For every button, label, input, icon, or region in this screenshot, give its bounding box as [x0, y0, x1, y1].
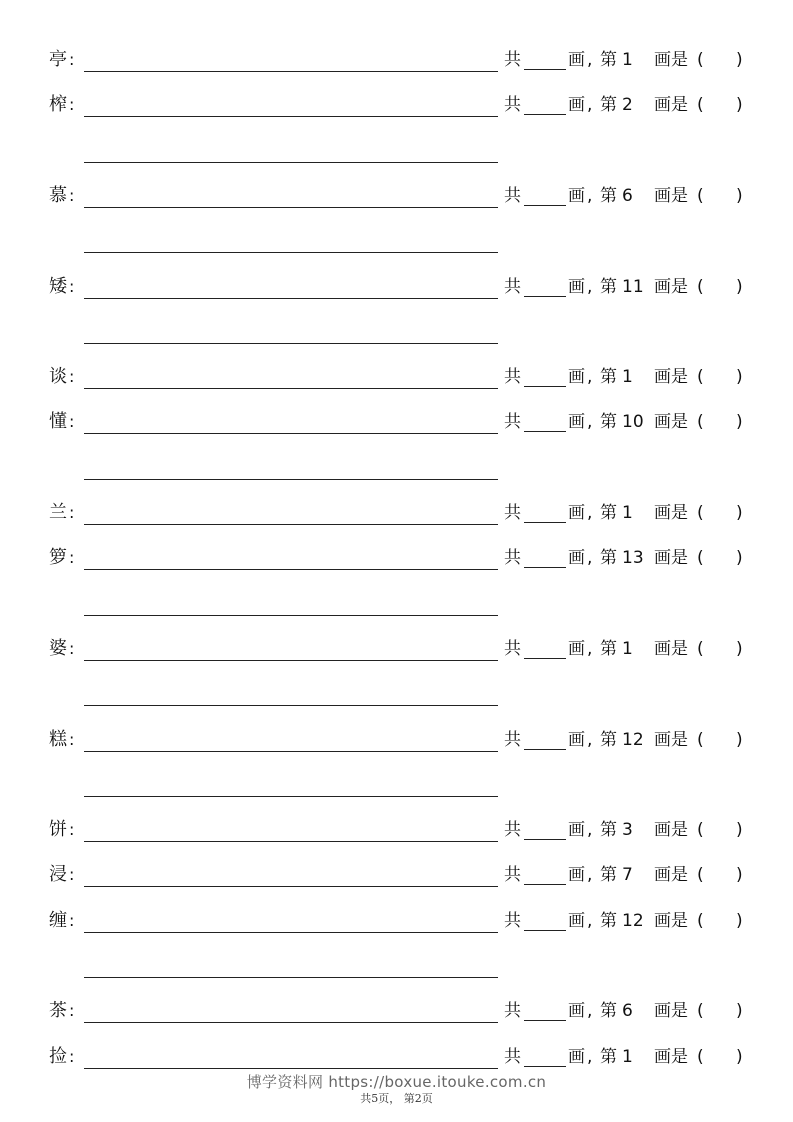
stroke-unit-label: 画	[568, 412, 585, 433]
continuation-answer-line[interactable]	[84, 479, 498, 480]
colon: :	[69, 1001, 75, 1021]
colon: :	[69, 50, 75, 69]
right-paren: )	[736, 503, 743, 523]
right-paren: )	[736, 1046, 743, 1067]
page-number: 共5页， 第2页	[360, 1092, 433, 1105]
character-label: 懂	[49, 411, 67, 433]
stroke-count-blank[interactable]	[524, 567, 566, 568]
stroke-number: 11	[622, 276, 644, 297]
colon: :	[69, 185, 75, 205]
left-paren: (	[697, 95, 704, 116]
stroke-number: 10	[622, 412, 644, 433]
stroke-unit-label: 画	[568, 50, 585, 70]
right-paren: )	[736, 910, 743, 931]
left-paren: (	[697, 910, 704, 931]
left-paren: (	[697, 1001, 704, 1022]
character-label: 兰	[49, 502, 67, 523]
right-paren: )	[736, 95, 743, 116]
colon: :	[69, 865, 75, 885]
total-label: 共	[504, 50, 521, 70]
left-paren: (	[697, 865, 704, 886]
comma: ,	[587, 1001, 593, 1022]
comma: ,	[587, 548, 593, 569]
stroke-order-answer-line[interactable]	[84, 569, 498, 570]
colon: :	[69, 910, 75, 930]
total-label: 共	[504, 548, 521, 569]
stroke-number: 1	[622, 1046, 633, 1067]
ordinal-label: 第	[600, 185, 617, 206]
ordinal-label: 第	[600, 548, 617, 569]
right-paren: )	[736, 367, 743, 388]
left-paren: (	[697, 1046, 704, 1067]
comma: ,	[587, 820, 593, 841]
ordinal-label: 第	[600, 820, 617, 841]
character-label: 婆	[49, 637, 67, 659]
stroke-number: 6	[622, 185, 633, 206]
ordinal-label: 第	[600, 503, 617, 523]
right-paren: )	[736, 412, 743, 433]
total-label: 共	[504, 367, 521, 388]
right-paren: )	[736, 50, 743, 70]
worksheet-row	[0, 538, 793, 578]
continuation-answer-line[interactable]	[84, 615, 498, 616]
stroke-is-label: 画是	[654, 729, 688, 750]
character-label: 捡	[49, 1045, 67, 1067]
worksheet-row	[0, 40, 793, 80]
colon: :	[69, 367, 75, 387]
total-label: 共	[504, 1046, 521, 1067]
ordinal-label: 第	[600, 1001, 617, 1022]
stroke-unit-label: 画	[568, 910, 585, 931]
comma: ,	[587, 412, 593, 433]
comma: ,	[587, 910, 593, 931]
stroke-count-blank[interactable]	[524, 658, 566, 659]
left-paren: (	[697, 412, 704, 433]
stroke-order-answer-line[interactable]	[84, 388, 498, 389]
worksheet-row	[0, 991, 793, 1031]
right-paren: )	[736, 820, 743, 841]
right-paren: )	[736, 729, 743, 750]
continuation-answer-line[interactable]	[84, 977, 498, 978]
comma: ,	[587, 865, 593, 886]
comma: ,	[587, 638, 593, 659]
left-paren: (	[697, 185, 704, 206]
stroke-order-answer-line[interactable]	[84, 841, 498, 842]
left-paren: (	[697, 638, 704, 659]
stroke-unit-label: 画	[568, 1046, 585, 1067]
total-label: 共	[504, 185, 521, 206]
comma: ,	[587, 729, 593, 750]
stroke-order-answer-line[interactable]	[84, 524, 498, 525]
stroke-number: 12	[622, 910, 644, 931]
stroke-count-blank[interactable]	[524, 386, 566, 387]
left-paren: (	[697, 367, 704, 388]
stroke-is-label: 画是	[654, 548, 688, 569]
stroke-count-blank[interactable]	[524, 522, 566, 523]
worksheet-row	[0, 855, 793, 895]
continuation-answer-line[interactable]	[84, 343, 498, 344]
stroke-count-blank[interactable]	[524, 884, 566, 885]
stroke-order-answer-line[interactable]	[84, 116, 498, 117]
right-paren: )	[736, 276, 743, 297]
stroke-is-label: 画是	[654, 95, 688, 116]
stroke-count-blank[interactable]	[524, 296, 566, 297]
stroke-unit-label: 画	[568, 95, 585, 116]
stroke-unit-label: 画	[568, 1001, 585, 1022]
ordinal-label: 第	[600, 412, 617, 433]
total-label: 共	[504, 638, 521, 659]
stroke-count-blank[interactable]	[524, 839, 566, 840]
stroke-is-label: 画是	[654, 185, 688, 206]
right-paren: )	[736, 185, 743, 206]
ordinal-label: 第	[600, 729, 617, 750]
left-paren: (	[697, 820, 704, 841]
stroke-number: 1	[622, 503, 633, 523]
stroke-unit-label: 画	[568, 548, 585, 569]
continuation-answer-line[interactable]	[84, 796, 498, 797]
stroke-is-label: 画是	[654, 50, 688, 70]
colon: :	[69, 729, 75, 749]
stroke-order-answer-line[interactable]	[84, 1022, 498, 1023]
worksheet-row	[0, 901, 793, 941]
worksheet-row	[0, 357, 793, 397]
comma: ,	[587, 1046, 593, 1067]
total-label: 共	[504, 503, 521, 523]
stroke-count-blank[interactable]	[524, 930, 566, 931]
stroke-number: 12	[622, 729, 644, 750]
left-paren: (	[697, 548, 704, 569]
ordinal-label: 第	[600, 910, 617, 931]
colon: :	[69, 548, 75, 568]
total-label: 共	[504, 412, 521, 433]
stroke-number: 2	[622, 95, 633, 116]
worksheet-row	[0, 85, 793, 125]
stroke-is-label: 画是	[654, 820, 688, 841]
character-label: 饼	[49, 819, 67, 841]
colon: :	[69, 1046, 75, 1066]
stroke-unit-label: 画	[568, 276, 585, 297]
stroke-order-answer-line[interactable]	[84, 433, 498, 434]
colon: :	[69, 276, 75, 296]
ordinal-label: 第	[600, 638, 617, 659]
comma: ,	[587, 50, 593, 70]
character-label: 榨	[49, 94, 67, 116]
stroke-is-label: 画是	[654, 865, 688, 886]
worksheet-row	[0, 629, 793, 669]
comma: ,	[587, 185, 593, 206]
stroke-unit-label: 画	[568, 367, 585, 388]
stroke-count-blank[interactable]	[524, 431, 566, 432]
stroke-unit-label: 画	[568, 503, 585, 523]
stroke-is-label: 画是	[654, 1046, 688, 1067]
character-label: 谈	[49, 366, 67, 388]
continuation-answer-line[interactable]	[84, 252, 498, 253]
ordinal-label: 第	[600, 1046, 617, 1067]
stroke-order-answer-line[interactable]	[84, 751, 498, 752]
character-label: 亭	[49, 49, 67, 70]
total-label: 共	[504, 865, 521, 886]
continuation-answer-line[interactable]	[84, 162, 498, 163]
left-paren: (	[697, 50, 704, 70]
stroke-order-answer-line[interactable]	[84, 660, 498, 661]
ordinal-label: 第	[600, 276, 617, 297]
comma: ,	[587, 95, 593, 116]
colon: :	[69, 412, 75, 432]
stroke-order-answer-line[interactable]	[84, 886, 498, 887]
total-label: 共	[504, 1001, 521, 1022]
comma: ,	[587, 276, 593, 297]
comma: ,	[587, 367, 593, 388]
worksheet-row	[0, 402, 793, 442]
stroke-unit-label: 画	[568, 865, 585, 886]
stroke-count-blank[interactable]	[524, 205, 566, 206]
stroke-count-blank[interactable]	[524, 1020, 566, 1021]
stroke-is-label: 画是	[654, 638, 688, 659]
total-label: 共	[504, 820, 521, 841]
stroke-number: 1	[622, 50, 633, 70]
right-paren: )	[736, 638, 743, 659]
stroke-number: 1	[622, 367, 633, 388]
stroke-number: 13	[622, 548, 644, 569]
worksheet-row	[0, 176, 793, 216]
stroke-order-answer-line[interactable]	[84, 298, 498, 299]
stroke-unit-label: 画	[568, 638, 585, 659]
stroke-number: 1	[622, 638, 633, 659]
total-label: 共	[504, 910, 521, 931]
stroke-is-label: 画是	[654, 412, 688, 433]
stroke-count-blank[interactable]	[524, 749, 566, 750]
stroke-is-label: 画是	[654, 503, 688, 523]
right-paren: )	[736, 865, 743, 886]
stroke-number: 6	[622, 1001, 633, 1022]
character-label: 箩	[49, 547, 67, 569]
continuation-answer-line[interactable]	[84, 705, 498, 706]
stroke-is-label: 画是	[654, 367, 688, 388]
stroke-number: 7	[622, 865, 633, 886]
total-label: 共	[504, 95, 521, 116]
worksheet-row	[0, 267, 793, 307]
colon: :	[69, 820, 75, 840]
comma: ,	[587, 503, 593, 523]
ordinal-label: 第	[600, 95, 617, 116]
character-label: 茶	[49, 1000, 67, 1022]
colon: :	[69, 95, 75, 115]
right-paren: )	[736, 548, 743, 569]
total-label: 共	[504, 729, 521, 750]
left-paren: (	[697, 729, 704, 750]
colon: :	[69, 638, 75, 658]
stroke-order-answer-line[interactable]	[84, 1068, 498, 1069]
character-label: 浸	[49, 864, 67, 886]
worksheet-row	[0, 810, 793, 850]
stroke-order-answer-line[interactable]	[84, 71, 498, 72]
character-label: 糕	[49, 728, 67, 750]
character-label: 矮	[49, 275, 67, 297]
watermark: 博学资料网 https://boxue.itouke.com.cn	[246, 1073, 547, 1091]
stroke-order-answer-line[interactable]	[84, 932, 498, 933]
stroke-order-answer-line[interactable]	[84, 207, 498, 208]
worksheet-row	[0, 720, 793, 760]
ordinal-label: 第	[600, 865, 617, 886]
left-paren: (	[697, 503, 704, 523]
left-paren: (	[697, 276, 704, 297]
character-label: 缠	[49, 909, 67, 931]
stroke-is-label: 画是	[654, 910, 688, 931]
stroke-is-label: 画是	[654, 1001, 688, 1022]
stroke-unit-label: 画	[568, 729, 585, 750]
colon: :	[69, 503, 75, 522]
ordinal-label: 第	[600, 50, 617, 70]
ordinal-label: 第	[600, 367, 617, 388]
right-paren: )	[736, 1001, 743, 1022]
stroke-unit-label: 画	[568, 185, 585, 206]
stroke-is-label: 画是	[654, 276, 688, 297]
stroke-count-blank[interactable]	[524, 1066, 566, 1067]
character-label: 慕	[49, 184, 67, 206]
stroke-count-blank[interactable]	[524, 69, 566, 70]
stroke-count-blank[interactable]	[524, 114, 566, 115]
total-label: 共	[504, 276, 521, 297]
stroke-number: 3	[622, 820, 633, 841]
stroke-unit-label: 画	[568, 820, 585, 841]
worksheet-row	[0, 493, 793, 533]
